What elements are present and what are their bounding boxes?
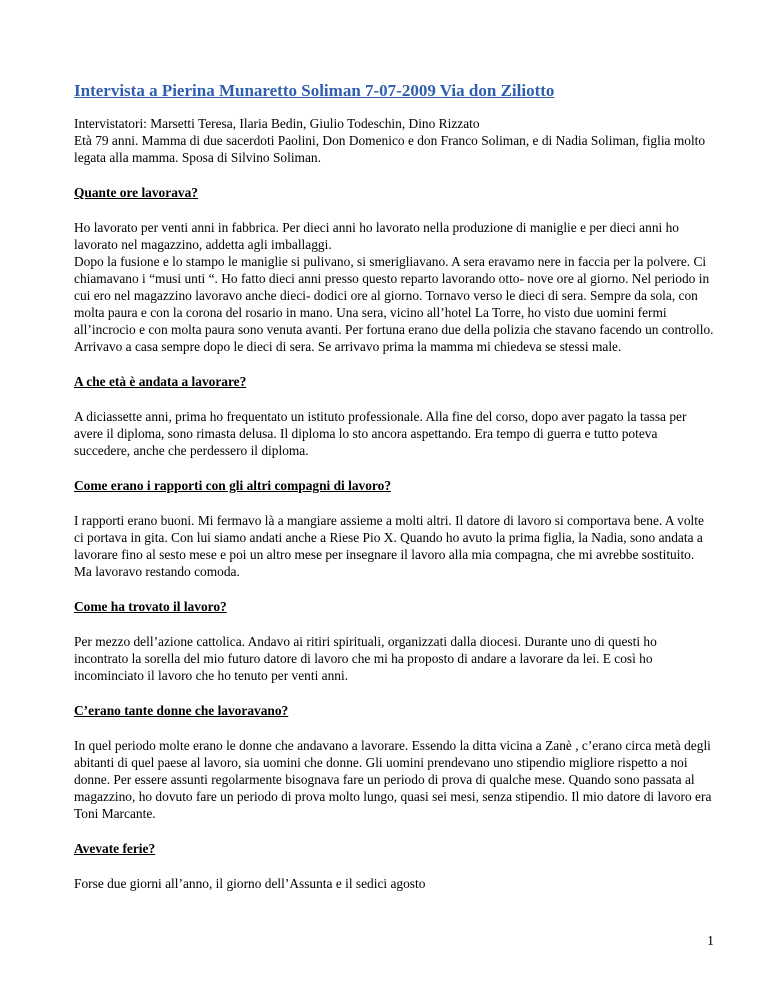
question-heading: C’erano tante donne che lavoravano? [74,703,289,718]
document-title: Intervista a Pierina Munaretto Soliman 7-07-2009 Via don Ziliotto [74,81,555,100]
page-number: 1 [707,934,714,949]
answer-text: A diciassette anni, prima ho frequentato un istituto professionale. Alla fine del corso, dopo aver pagato la tassa per avere il diploma, sono rimasta delusa. Il diploma lo sto ancora aspettando. Era tempo di guerra e tutto poteva succedere, anche che perdessero il diploma. [74,409,687,458]
section-work-hours [74,184,714,355]
section-coworkers [74,477,714,580]
question-heading: Come erano i rapporti con gli altri compagni di lavoro? [74,478,392,493]
section-start-age [74,373,714,459]
section-finding-work [74,598,714,684]
answer-text: I rapporti erano buoni. Mi fermavo là a mangiare assieme a molti altri. Il datore di lavoro si comportava bene. A volte ci portava in gita. Con lui siamo andati anche a Riese Pio X. Quando ho avuto la prima figlia, la Nadia, sono andata a lavorare fino al sesto mese e poi un altro mese per insegnare il lavoro alla mia compagna, che mi avrebbe sostituito. Ma lavoravo restando comoda. [74,513,704,579]
question-heading: A che età è andata a lavorare? [74,374,247,389]
question-heading: Avevate ferie? [74,841,156,856]
question-heading: Come ha trovato il lavoro? [74,599,227,614]
intro-biography: Età 79 anni. Mamma di due sacerdoti Paolini, Don Domenico e don Franco Soliman, e di Nadia Soliman, figlia molto legata alla mamma. Sposa di Silvino Soliman. [74,133,706,165]
answer-text: Per mezzo dell’azione cattolica. Andavo ai ritiri spirituali, organizzati dalla diocesi. Durante uno di questi ho incontrato la sorella del mio futuro datore di lavoro che mi ha proposto di andare a lavorare da lei. E così ho incominciato il lavoro che ho tenuto per venti anni. [74,634,657,683]
answer-text: Forse due giorni all’anno, il giorno dell’Assunta e il sedici agosto [74,876,426,891]
answer-text: In quel periodo molte erano le donne che andavano a lavorare. Essendo la ditta vicina a Zanè , c’erano circa metà degli abitanti di quel paese al lavoro, sia uomini che donne. Gli uomini prendevano uno stipendio migliore rispetto a noi donne. Per essere assunti regolarmente bisognava fare un periodo di prova di qualche mese. Quando sono passata al magazzino, ho dovuto fare un periodo di prova molto lungo, quasi sei mesi, senza stipendio. Il mio datore di lavoro era Toni Marcante. [74,738,712,821]
answer-text: Ho lavorato per venti anni in fabbrica. Per dieci anni ho lavorato nella produzione di maniglie e per dieci anni ho lavorato nel magazzino, addetta agli imballaggi. Dopo la fusione e lo stampo le maniglie si pulivano, si smerigliavano. A sera eravamo nere in faccia per la polvere. Ci chiamavano i “musi unti “. Ho fatto dieci anni presso questo reparto lavorando otto- nove ore al giorno. Nel periodo in cui ero nel magazzino lavoravo anche dieci- dodici ore al giorno. Tornavo verso le dieci di sera. Sempre da sola, con molta paura e con la corona del rosario in mano. Una sera, vicino all’hotel La Torre, ho visto due uomini fermi all’incrocio e con molta paura sono venuta avanti. Per fortuna erano due della polizia che stavano facendo un controllo. Arrivavo a casa sempre dopo le dieci di sera. Se arrivavo prima la mamma mi chiedeva se stessi male. [74,220,714,354]
document-body [74,80,714,892]
intro-block [74,115,714,166]
section-women-workers [74,702,714,822]
intro-interviewers: Intervistatori: Marsetti Teresa, Ilaria Bedin, Giulio Todeschin, Dino Rizzato [74,116,480,131]
section-holidays [74,840,714,892]
question-heading: Quante ore lavorava? [74,185,198,200]
